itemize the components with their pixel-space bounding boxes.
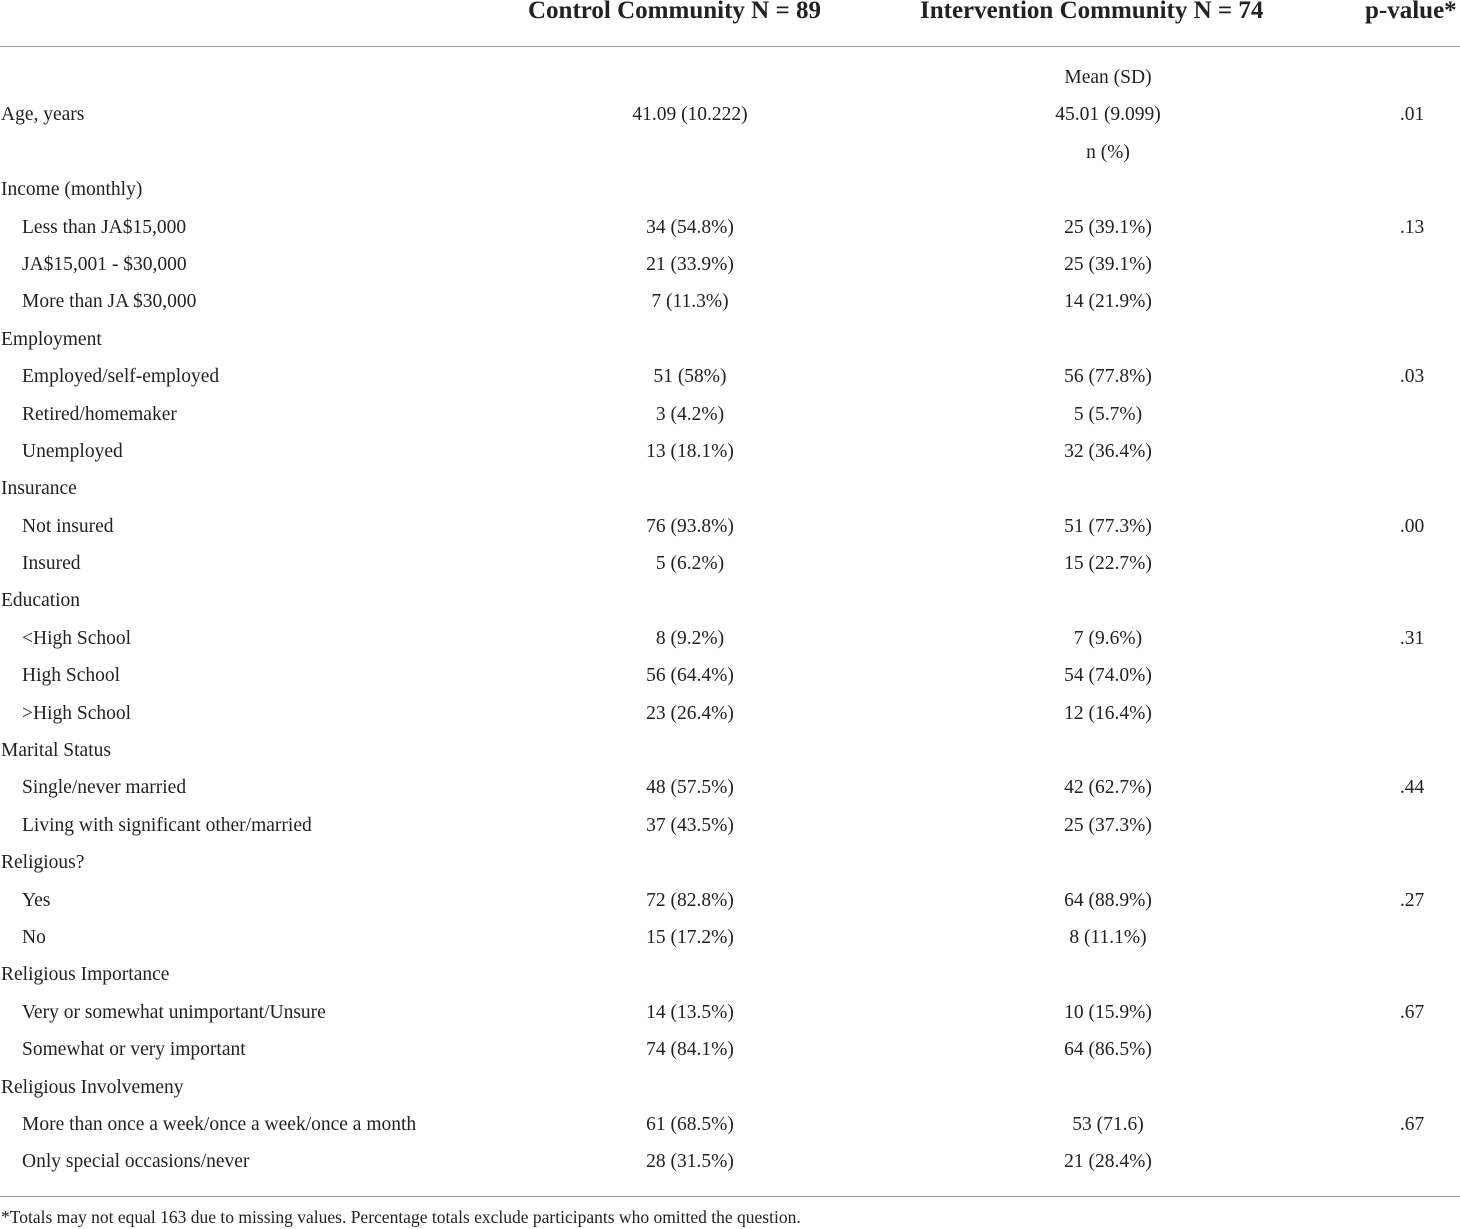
row-label: Employed/self-employed <box>22 366 220 388</box>
table-row <box>0 769 1460 806</box>
cell-p-value: .03 <box>1399 366 1425 388</box>
table-row <box>0 283 1460 320</box>
cell-control: 37 (43.5%) <box>646 814 734 836</box>
table-row <box>0 59 1460 96</box>
row-label: Only special occasions/never <box>22 1151 250 1173</box>
cell-intervention: 10 (15.9%) <box>1064 1001 1152 1023</box>
table-row <box>0 171 1460 208</box>
table-row <box>0 807 1460 844</box>
cell-p-value: .44 <box>1399 777 1425 799</box>
header-p-value: p-value* <box>1365 0 1457 24</box>
cell-intervention: 12 (16.4%) <box>1064 702 1152 724</box>
row-label: Religious Involvemeny <box>1 1076 184 1098</box>
cell-intervention: 14 (21.9%) <box>1064 291 1152 313</box>
cell-control: 8 (9.2%) <box>655 627 725 649</box>
table-row <box>0 732 1460 769</box>
table-row <box>0 209 1460 246</box>
row-label: High School <box>22 665 121 687</box>
row-label: Very or somewhat unimportant/Unsure <box>22 1001 326 1023</box>
cell-intervention: 5 (5.7%) <box>1073 403 1143 425</box>
table-row <box>0 1106 1460 1143</box>
cell-intervention: 64 (88.9%) <box>1064 889 1152 911</box>
row-label: Not insured <box>22 515 114 537</box>
cell-intervention: 64 (86.5%) <box>1064 1039 1152 1061</box>
table-row <box>0 695 1460 732</box>
cell-p-value: .00 <box>1399 515 1425 537</box>
table-row <box>0 470 1460 507</box>
cell-p-value: .27 <box>1399 889 1425 911</box>
cell-control: 15 (17.2%) <box>646 926 734 948</box>
cell-intervention: 56 (77.8%) <box>1064 366 1152 388</box>
cell-p-value: .31 <box>1399 627 1425 649</box>
table-row <box>0 134 1460 171</box>
row-label: Retired/homemaker <box>22 403 177 425</box>
table-row <box>0 396 1460 433</box>
table-row <box>0 882 1460 919</box>
cell-intervention: 15 (22.7%) <box>1064 553 1152 575</box>
cell-control: 72 (82.8%) <box>646 889 734 911</box>
table-row <box>0 956 1460 993</box>
row-label: JA$15,001 - $30,000 <box>22 253 187 275</box>
cell-intervention: 25 (37.3%) <box>1064 814 1152 836</box>
cell-intervention: 7 (9.6%) <box>1073 627 1143 649</box>
table-row <box>0 358 1460 395</box>
row-label: Religious Importance <box>1 964 170 986</box>
table-row <box>0 844 1460 881</box>
cell-control: 28 (31.5%) <box>646 1151 734 1173</box>
row-label: Marital Status <box>1 740 111 762</box>
row-label: >High School <box>22 702 132 724</box>
row-label: Somewhat or very important <box>22 1039 246 1061</box>
cell-control: 7 (11.3%) <box>651 291 729 313</box>
demographics-table <box>0 0 1460 47</box>
cell-p-value: .01 <box>1399 104 1425 126</box>
table-row <box>0 96 1460 133</box>
cell-intervention: n (%) <box>1086 141 1130 163</box>
cell-control: 56 (64.4%) <box>646 665 734 687</box>
cell-intervention: 25 (39.1%) <box>1064 253 1152 275</box>
row-label: Age, years <box>1 104 85 126</box>
row-label: More than once a week/once a week/once a month <box>22 1113 417 1135</box>
row-label: Single/never married <box>22 777 187 799</box>
table-row <box>0 508 1460 545</box>
cell-control: 34 (54.8%) <box>646 216 734 238</box>
cell-control: 61 (68.5%) <box>646 1113 734 1135</box>
cell-control: 41.09 (10.222) <box>632 104 748 126</box>
row-label: Living with significant other/married <box>22 814 312 836</box>
table-row <box>0 1069 1460 1106</box>
table-row <box>0 246 1460 283</box>
cell-intervention: 45.01 (9.099) <box>1055 104 1161 126</box>
table-row <box>0 582 1460 619</box>
header-intervention-community: Intervention Community N = 74 <box>920 0 1264 24</box>
cell-control: 3 (4.2%) <box>655 403 725 425</box>
table-row <box>0 620 1460 657</box>
cell-intervention: 32 (36.4%) <box>1064 440 1152 462</box>
table-row <box>0 545 1460 582</box>
table-row <box>0 433 1460 470</box>
cell-control: 13 (18.1%) <box>646 440 734 462</box>
cell-intervention: 53 (71.6) <box>1072 1113 1144 1135</box>
cell-control: 48 (57.5%) <box>646 777 734 799</box>
cell-control: 5 (6.2%) <box>655 553 725 575</box>
row-label: <High School <box>22 627 132 649</box>
table-footnote: *Totals may not equal 163 due to missing values. Percentage totals exclude participants who omitted the question. <box>1 1207 801 1227</box>
row-label: Insurance <box>1 478 77 500</box>
row-label: Insured <box>22 553 81 575</box>
cell-control: 74 (84.1%) <box>646 1039 734 1061</box>
row-label: More than JA $30,000 <box>22 291 197 313</box>
row-label: Education <box>1 590 81 612</box>
row-label: Religious? <box>1 852 85 874</box>
cell-intervention: 25 (39.1%) <box>1064 216 1152 238</box>
table-bottom-rule <box>0 1196 1460 1197</box>
cell-intervention: 42 (62.7%) <box>1064 777 1152 799</box>
header-control-community: Control Community N = 89 <box>528 0 821 24</box>
row-label: No <box>22 926 46 948</box>
cell-p-value: .13 <box>1399 216 1425 238</box>
cell-intervention: Mean (SD) <box>1064 67 1152 88</box>
table-row <box>0 321 1460 358</box>
table-row <box>0 1143 1460 1180</box>
cell-control: 14 (13.5%) <box>646 1001 734 1023</box>
row-label: Yes <box>22 889 51 911</box>
cell-intervention: 21 (28.4%) <box>1064 1151 1152 1173</box>
table-row <box>0 994 1460 1031</box>
cell-control: 21 (33.9%) <box>646 253 734 275</box>
table-row <box>0 657 1460 694</box>
cell-p-value: .67 <box>1399 1113 1425 1135</box>
table-row <box>0 1031 1460 1068</box>
table-body <box>0 59 1460 1181</box>
table-header <box>0 0 1460 47</box>
cell-control: 51 (58%) <box>653 366 727 388</box>
cell-control: 23 (26.4%) <box>646 702 734 724</box>
row-label: Unemployed <box>22 440 123 462</box>
cell-intervention: 54 (74.0%) <box>1064 665 1152 687</box>
cell-intervention: 8 (11.1%) <box>1069 926 1147 948</box>
cell-control: 76 (93.8%) <box>646 515 734 537</box>
cell-p-value: .67 <box>1399 1001 1425 1023</box>
table-row <box>0 919 1460 956</box>
row-label: Income (monthly) <box>1 179 143 201</box>
row-label: Employment <box>1 328 102 350</box>
cell-intervention: 51 (77.3%) <box>1064 515 1152 537</box>
row-label: Less than JA$15,000 <box>22 216 187 238</box>
